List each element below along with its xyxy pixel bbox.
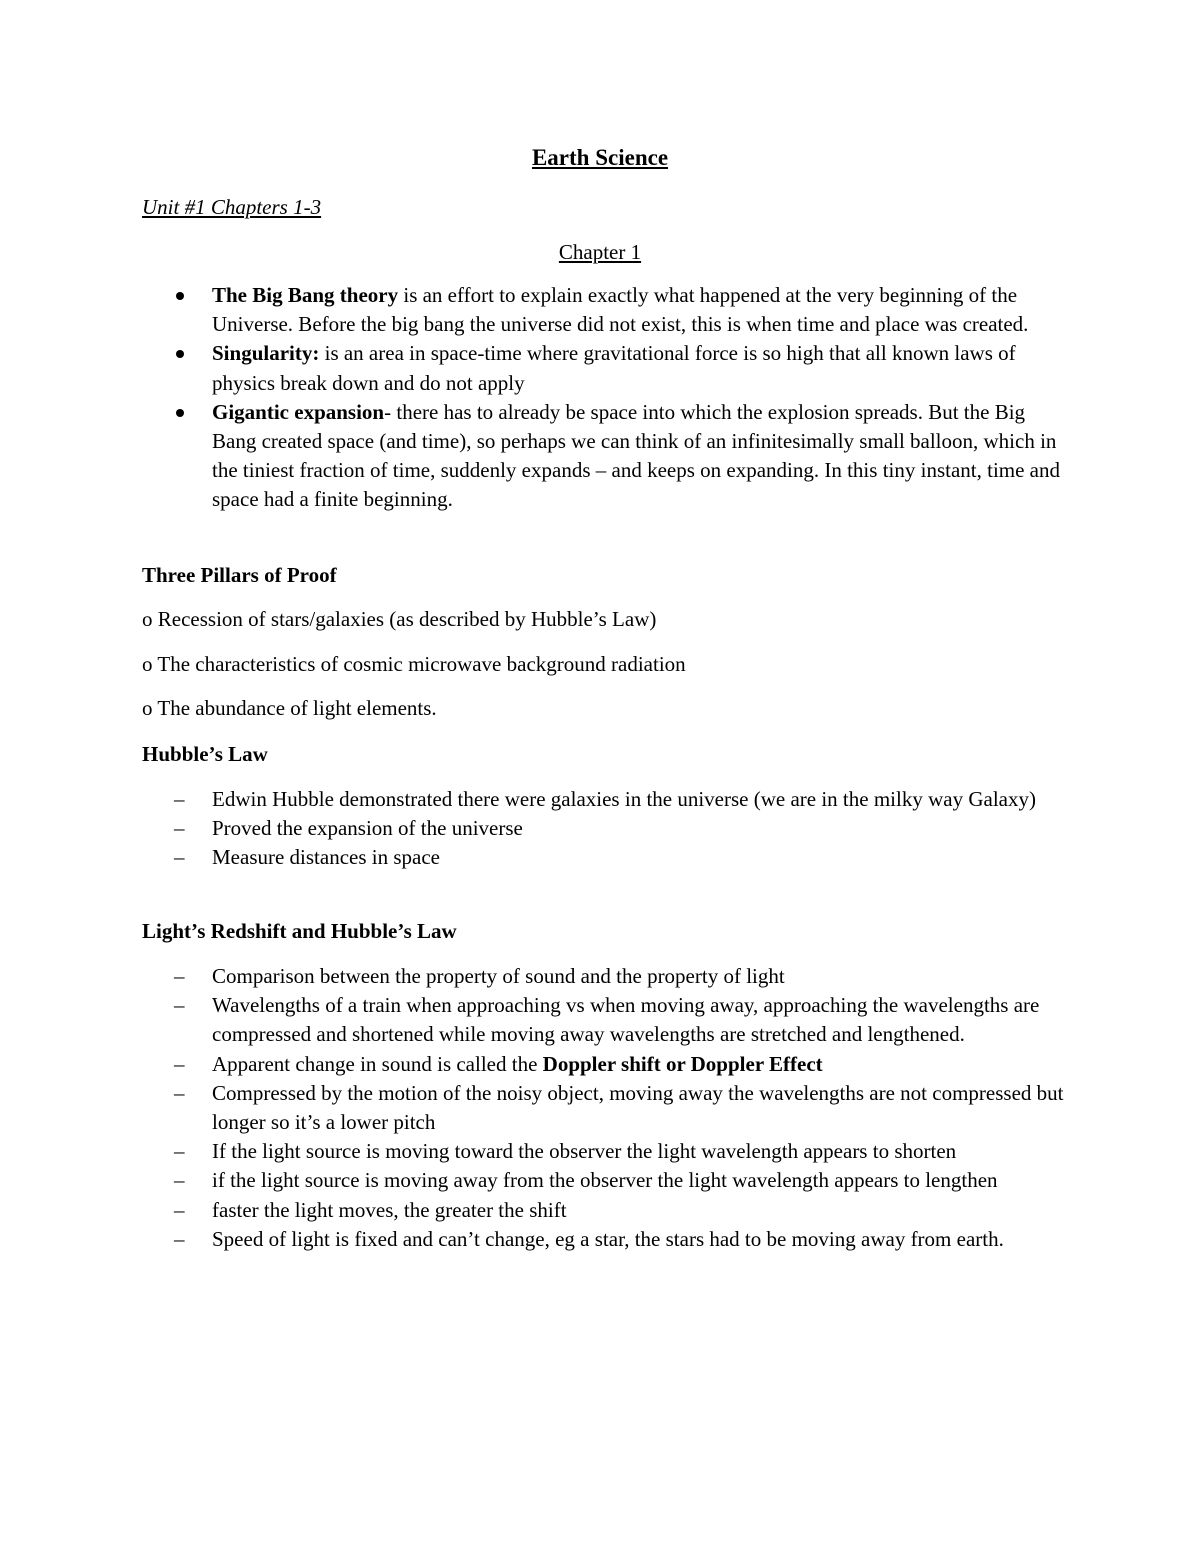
list-item-text: faster the light moves, the greater the shift (212, 1197, 567, 1222)
list-item (142, 814, 1072, 843)
doppler-term: Doppler shift or Doppler Effect (542, 1051, 823, 1076)
list-item (142, 991, 1072, 1049)
definition: is an area in space-time where gravitational force is so high that all known laws of physics break down and do not apply (212, 341, 1016, 395)
dash-icon: – (174, 993, 185, 1018)
list-item (142, 962, 1072, 991)
list-item-text: Proved the expansion of the universe (212, 816, 523, 841)
definition: - there has to already be space into which the explosion spreads. But the Big Bang created space (and time), so perhaps we can think of an infinitesimally small balloon, which in the tiniest fraction of time, suddenly expands – and keeps on expanding. In this tiny instant, time and space had a finite beginning. (212, 399, 1060, 512)
dash-icon: – (174, 1226, 185, 1251)
list-item-text: Wavelengths of a train when approaching vs when moving away, approaching the wavelengths are compressed and shortened while moving away wavelengths are stretched and lengthened. (212, 993, 1040, 1047)
list-item-text: Edwin Hubble demonstrated there were galaxies in the universe (we are in the milky way Galaxy) (212, 787, 1036, 811)
redshift-heading: Light’s Redshift and Hubble’s Law (142, 919, 457, 943)
dash-icon: – (174, 1168, 185, 1193)
redshift-list (142, 962, 1072, 1254)
list-item (142, 1050, 1072, 1079)
dash-icon: – (174, 1139, 185, 1164)
definition: is an effort to explain exactly what happened at the very beginning of the Universe. Before the big bang the universe did not exist, this is when time and place was created. (212, 283, 1029, 337)
bullet-icon (176, 350, 184, 358)
term: Gigantic expansion (212, 399, 385, 424)
list-item (142, 785, 1072, 814)
list-item (142, 1137, 1072, 1166)
dash-icon: – (174, 964, 185, 988)
list-item (142, 1225, 1072, 1254)
list-item-text: Comparison between the property of sound and the property of light (212, 964, 785, 988)
dash-icon: – (174, 1080, 185, 1105)
pillar-item: o The abundance of light elements. (142, 696, 437, 720)
list-item (142, 843, 1072, 872)
unit-subtitle: Unit #1 Chapters 1-3 (142, 195, 322, 219)
term: Singularity: (212, 341, 320, 366)
list-item-text: Speed of light is fixed and can’t change, eg a star, the stars had to be moving away from earth. (212, 1226, 1004, 1251)
list-item (142, 1166, 1072, 1195)
hubble-list (142, 785, 1072, 873)
list-item (142, 398, 1072, 515)
hubble-heading: Hubble’s Law (142, 742, 268, 766)
bullet-icon (176, 409, 184, 417)
pillar-item: o The characteristics of cosmic microwave background radiation (142, 652, 686, 676)
dash-icon: – (174, 845, 185, 870)
list-item-text: Measure distances in space (212, 845, 440, 870)
list-item (142, 1079, 1072, 1137)
dash-icon: – (174, 1051, 185, 1076)
dash-icon: – (174, 816, 185, 841)
pillars-heading: Three Pillars of Proof (142, 563, 337, 587)
list-item (142, 339, 1072, 397)
list-item (142, 281, 1072, 339)
list-item-text: Apparent change in sound is called the (212, 1051, 543, 1076)
dash-icon: – (174, 787, 185, 811)
bullet-icon (176, 292, 184, 300)
list-item-text: Compressed by the motion of the noisy object, moving away the wavelengths are not compressed but longer so it’s a lower pitch (212, 1080, 1064, 1135)
pillar-item: o Recession of stars/galaxies (as described by Hubble’s Law) (142, 607, 657, 631)
big-bang-bullet-list (142, 281, 1072, 515)
list-item-text: If the light source is moving toward the observer the light wavelength appears to shorten (212, 1139, 957, 1164)
document-title: Earth Science (531, 145, 669, 170)
dash-icon: – (174, 1197, 185, 1222)
list-item-text: if the light source is moving away from the observer the light wavelength appears to lengthen (212, 1168, 998, 1193)
term: The Big Bang theory (212, 283, 399, 307)
chapter-heading: Chapter 1 (558, 240, 642, 264)
list-item (142, 1196, 1072, 1225)
